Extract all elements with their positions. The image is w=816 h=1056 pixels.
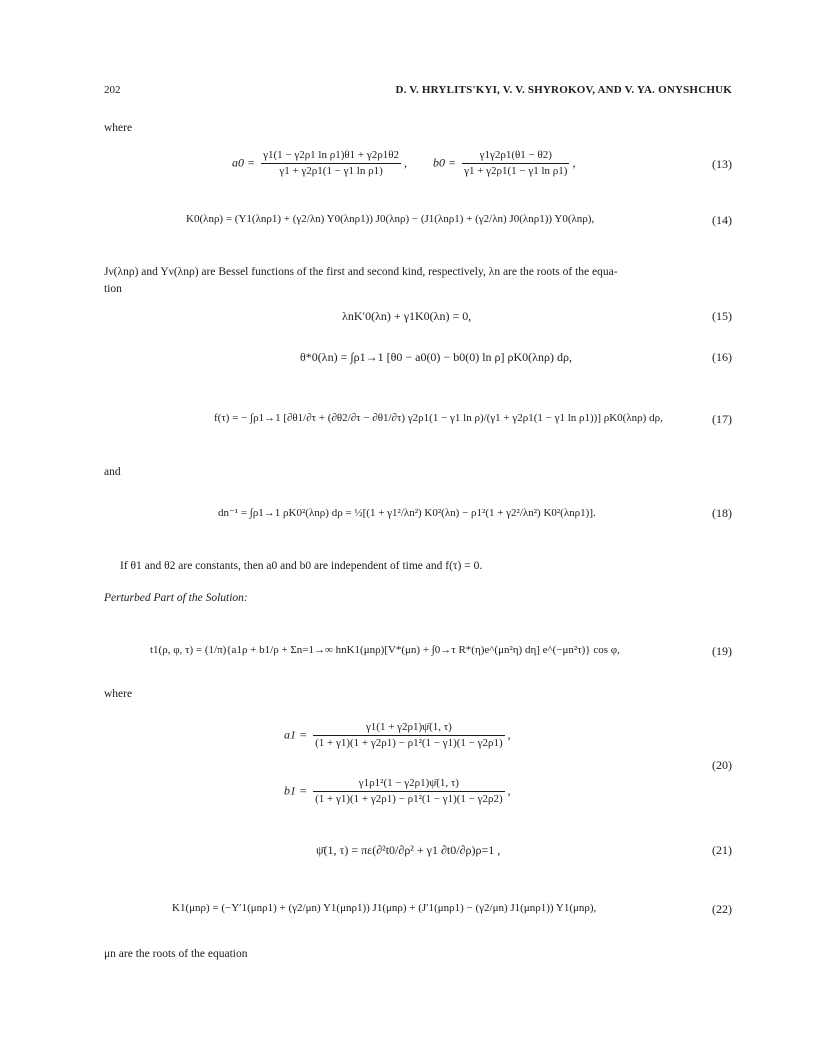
eq13-a0-lhs: a0 = [232, 155, 256, 170]
equation-number-15: (15) [712, 309, 732, 323]
equation-13: a0 = $\frac{\text{γ1(1 − γ2ρ1 ln ρ1)θ1 + γ2ρ1θ2}}{\text{γ1 + γ2ρ1(1 − γ1 ln ρ1)}}$ , b0 = $\frac{\gamma 1\gamma 2\rho 1(\theta 1 - \theta 2)}{\text{γ1 + γ2ρ1(1 − γ1 ln ρ1)}}$ , [232, 149, 576, 177]
eq13-b0-denominator: γ1 + γ2ρ1(1 − γ1 ln ρ1) [464, 165, 568, 177]
paragraph-where: where [104, 122, 133, 134]
equation-18: dn⁻¹ = ∫ρ1→1 ρK0²(λnρ) dρ = ½[(1 + γ1²/λn²) K0²(λn) − ρ1²(1 + γ2²/λn²) K0²(λnρ1)]. [218, 507, 596, 519]
eq13-b0-fraction [462, 148, 569, 179]
equation-number-14: (14) [712, 213, 732, 227]
equation-14: K0(λnρ) = (Y1(λnρ1) + (γ2/λn) Y0(λnρ1)) J0(λnρ) − (J1(λnρ1) + (γ2/λn) J0(λnρ1)) Y0(λnρ), [186, 213, 595, 225]
eq13-a0-fraction [261, 148, 401, 179]
equation-19: t1(ρ, φ, τ) = (1/π){a1ρ + b1/ρ + Σn=1→∞ hnK1(μnρ)[V*(μn) + ∫0→τ R*(η)e^(μn²η) dη] e^(−μn²τ)} cos φ, [150, 644, 620, 656]
eq20-b1-lhs: b1 = [284, 783, 308, 798]
eq13-a0-numerator: γ1(1 − γ2ρ1 ln ρ1)θ1 + γ2ρ1θ2 [261, 148, 401, 164]
equation-22: K1(μnρ) = (−Y′1(μnρ1) + (γ2/μn) Y1(μnρ1)) J1(μnρ) + (J′1(μnρ1) − (γ2/μn) J1(μnρ1)) Y1(μnρ), [172, 902, 597, 914]
equation-number-19: (19) [712, 644, 732, 658]
equation-20-b1: b1 = $\frac{\text{γ1ρ1²(1 − γ2ρ1)ψ̄(1, τ)}}{\text{(1 + γ1)(1 + γ2ρ1) − ρ1²(1 − γ1)(1 − γ2ρ2)}}$ , [284, 777, 511, 805]
equation-number-21: (21) [712, 843, 732, 857]
eq13-b0-numerator: γ1γ2ρ1(θ1 − θ2) [462, 148, 569, 164]
bessel-line-1: Jν(λnρ) and Yν(λnρ) are Bessel functions of the first and second kind, respectively, λn are the roots of the equa- [104, 266, 618, 278]
equation-number-13: (13) [712, 157, 732, 171]
equation-15: λnK′0(λn) + γ1K0(λn) = 0, [342, 309, 472, 323]
equation-number-18: (18) [712, 506, 732, 520]
eq20-a1-denominator: (1 + γ1)(1 + γ2ρ1) − ρ1²(1 − γ1)(1 − γ2ρ1) [315, 737, 503, 749]
equation-number-16: (16) [712, 350, 732, 364]
eq20-b1-fraction [313, 776, 505, 807]
paragraph-bessel [104, 264, 734, 298]
paragraph-where-2: where [104, 688, 133, 700]
paragraph-and: and [104, 466, 121, 478]
eq13-a0-denominator: γ1 + γ2ρ1(1 − γ1 ln ρ1) [279, 165, 383, 177]
eq20-b1-denominator: (1 + γ1)(1 + γ2ρ1) − ρ1²(1 − γ1)(1 − γ2ρ2) [315, 793, 503, 805]
equation-16: θ*0(λn) = ∫ρ1→1 [θ0 − a0(0) − b0(0) ln ρ] ρK0(λnρ) dρ, [300, 350, 572, 364]
equation-20-a1: a1 = $\frac{\gamma 1(1 + \gamma 2\rho 1)\psī(1, \tau)}{\text{(1 + γ1)(1 + γ2ρ1) − ρ1²(1 − γ1)(1 − γ2ρ1)}}$ , [284, 721, 511, 749]
running-header-authors: D. V. HRYLITS'KYI, V. V. SHYROKOV, AND V. YA. ONYSHCHUK [395, 84, 732, 96]
eq13-b0-lhs: b0 = [433, 155, 457, 170]
equation-17: f(τ) = − ∫ρ1→1 [∂θ1/∂τ + (∂θ2/∂τ − ∂θ1/∂τ) γ2ρ1(1 − γ1 ln ρ)/(γ1 + γ2ρ1(1 − γ1 ln ρ1))] ρK0(λnρ) dρ, [214, 412, 663, 424]
paragraph-mu-roots: μn are the roots of the equation [104, 948, 248, 960]
equation-number-22: (22) [712, 902, 732, 916]
equation-number-17: (17) [712, 412, 732, 426]
equation-21: ψ̄(1, τ) = πε(∂²t0/∂ρ² + γ1 ∂t0/∂ρ)ρ=1 , [316, 843, 501, 857]
eq20-a1-lhs: a1 = [284, 727, 308, 742]
page-number: 202 [104, 84, 121, 96]
equation-number-20: (20) [712, 758, 732, 772]
section-heading-perturbed: Perturbed Part of the Solution: [104, 592, 248, 604]
paragraph-constants: If θ1 and θ2 are constants, then a0 and b0 are independent of time and f(τ) = 0. [120, 560, 483, 572]
eq20-a1-numerator: γ1(1 + γ2ρ1)ψ̄(1, τ) [313, 720, 505, 736]
bessel-line-2: tion [104, 283, 122, 295]
eq20-b1-numerator: γ1ρ1²(1 − γ2ρ1)ψ̄(1, τ) [313, 776, 505, 792]
eq20-a1-fraction [313, 720, 505, 751]
